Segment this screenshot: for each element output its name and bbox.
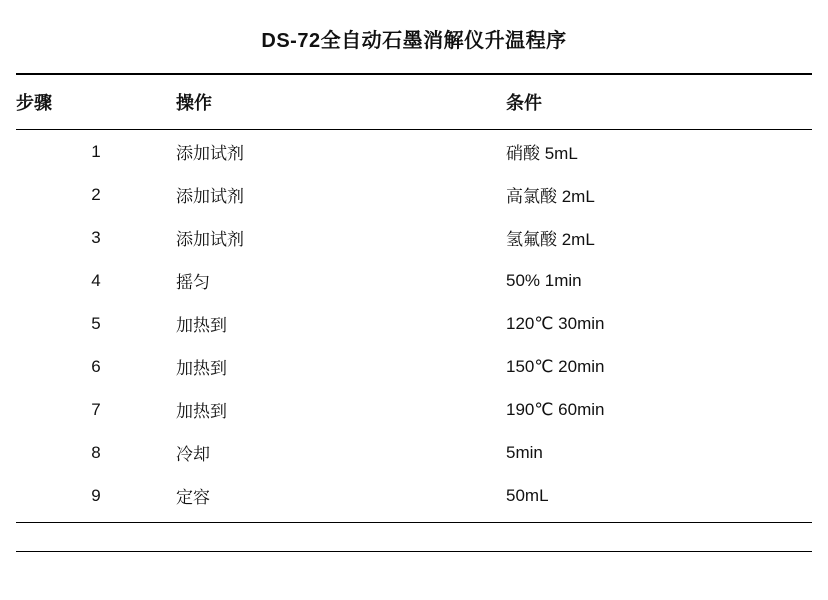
table-row: [16, 216, 812, 259]
table-row: [16, 431, 812, 474]
table-row: [16, 130, 812, 174]
cell-operation: 加热到: [176, 359, 227, 378]
cell-operation: 冷却: [176, 445, 210, 464]
table-row: [16, 345, 812, 388]
table-row: [16, 474, 812, 523]
table-row: [16, 259, 812, 302]
column-header-step: 步骤: [16, 74, 176, 130]
cell-step: 8: [91, 442, 101, 462]
cell-operation: 添加试剂: [176, 187, 244, 206]
table-row: [16, 302, 812, 345]
cell-step: 6: [91, 356, 101, 376]
cell-step: 5: [91, 313, 101, 333]
cell-condition: 氢氟酸 2mL: [506, 230, 595, 249]
table-row: [16, 388, 812, 431]
cell-operation: 摇匀: [176, 273, 210, 292]
table-header: [16, 74, 812, 130]
column-header-operation: 操作: [176, 74, 506, 130]
cell-operation: 添加试剂: [176, 230, 244, 249]
bottom-divider: [16, 551, 812, 552]
cell-operation: 加热到: [176, 402, 227, 421]
cell-condition: 5min: [506, 442, 543, 462]
cell-condition: 50% 1min: [506, 270, 582, 290]
cell-condition: 50mL: [506, 474, 812, 523]
cell-step: 4: [91, 270, 101, 290]
table-row: [16, 173, 812, 216]
cell-operation: 添加试剂: [176, 144, 244, 163]
cell-condition: 高氯酸 2mL: [506, 187, 595, 206]
cell-condition: 120℃ 30min: [506, 313, 605, 333]
cell-step: 1: [91, 141, 101, 161]
cell-operation: 加热到: [176, 316, 227, 335]
heating-program-table: [16, 73, 812, 523]
cell-condition: 150℃ 20min: [506, 356, 605, 376]
page-title: DS-72全自动石墨消解仪升温程序: [261, 30, 567, 52]
table-body: [16, 130, 812, 523]
column-header-condition: 条件: [506, 74, 812, 130]
cell-step: 7: [91, 399, 101, 419]
cell-condition: 硝酸 5mL: [506, 144, 578, 163]
cell-step: 3: [91, 227, 101, 247]
cell-operation: 定容: [176, 474, 506, 523]
table-header-row: [16, 74, 812, 130]
cell-step: 9: [16, 474, 176, 523]
cell-condition: 190℃ 60min: [506, 399, 605, 419]
cell-step: 2: [91, 184, 101, 204]
